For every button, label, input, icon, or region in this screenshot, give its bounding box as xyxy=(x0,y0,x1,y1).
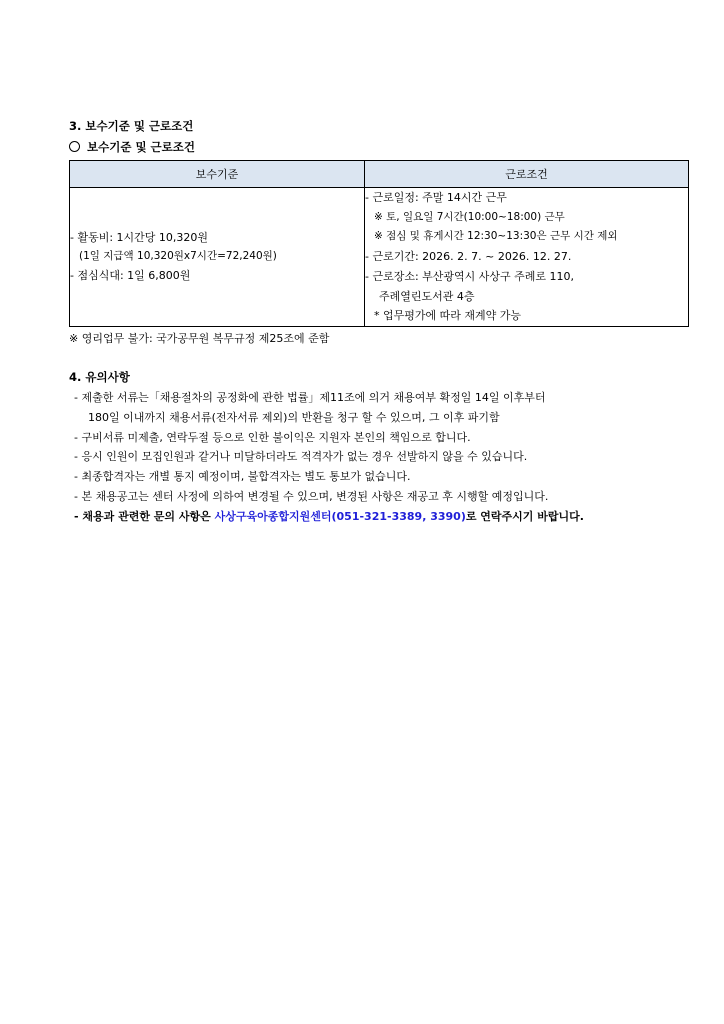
section-3-subtitle xyxy=(69,139,195,155)
contact-note xyxy=(74,507,694,527)
list-item: - 본 채용공고는 센터 사정에 의하여 변경될 수 있으며, 변경된 사항은 재공고 후 시행할 예정입니다. xyxy=(74,489,549,503)
list-item: - 최종합격자는 개별 통지 예정이며, 불합격자는 별도 통보가 없습니다. xyxy=(74,470,411,484)
pay-daily: (1일 지급액 10,320원x7시간=72,240원) xyxy=(79,250,277,263)
work-schedule: - 근로일정: 주말 14시간 근무 xyxy=(365,191,507,204)
notes-list xyxy=(74,388,694,527)
contact-highlight: 사상구육아종합지원센터(051-321-3389, 3390) xyxy=(214,509,466,523)
reference-note: ※ 영리업무 불가: 국가공무원 복무규정 제25조에 준함 xyxy=(69,332,330,345)
header-pay: 보수기준 xyxy=(70,161,365,188)
list-item: 180일 이내까지 채용서류(전자서류 제외)의 반환을 청구 할 수 있으며, 그 이후 파기함 xyxy=(88,410,500,424)
contact-prefix: - 채용과 관련한 문의 사항은 xyxy=(74,509,215,523)
section-3-title: 3. 보수기준 및 근로조건 xyxy=(69,119,194,133)
list-item: - 구비서류 미제출, 연락두절 등으로 인한 불이익은 지원자 본인의 책임으로 합니다. xyxy=(74,430,471,444)
work-period: - 근로기간: 2026. 2. 7. ~ 2026. 12. 27. xyxy=(365,250,572,264)
list-item: - 응시 인원이 모집인원과 같거나 미달하더라도 적격자가 없는 경우 선발하지 않을 수 있습니다. xyxy=(74,450,528,464)
header-work: 근로조건 xyxy=(365,161,689,188)
list-item: - 제출한 서류는「채용절차의 공정화에 관한 법률」제11조에 의거 채용여부 확정일 14일 이후부터 xyxy=(74,391,546,404)
work-place: - 근로장소: 부산광역시 사상구 주례로 110, xyxy=(365,269,575,283)
work-cell xyxy=(365,188,689,327)
work-break: ※ 점심 및 휴게시간 12:30~13:30은 근무 시간 제외 xyxy=(374,230,618,243)
section-4-title: 4. 유의사항 xyxy=(69,370,130,384)
work-weekend: ※ 토, 일요일 7시간(10:00~18:00) 근무 xyxy=(374,210,565,223)
table-row xyxy=(70,188,689,327)
pay-lunch: - 점심식대: 1일 6,800원 xyxy=(70,269,191,283)
contact-suffix: 로 연락주시기 바랍니다. xyxy=(465,509,584,523)
pay-activity: - 활동비: 1시간당 10,320원 xyxy=(70,231,209,245)
work-renewal: * 업무평가에 따라 재계약 가능 xyxy=(374,309,521,323)
table-header-row xyxy=(70,161,689,188)
pay-cell xyxy=(70,188,365,327)
work-place-detail: 주례열린도서관 4층 xyxy=(379,289,475,303)
section-3-subtitle-text: 보수기준 및 근로조건 xyxy=(87,140,195,154)
conditions-table xyxy=(69,160,689,327)
circle-bullet-icon xyxy=(69,141,80,152)
